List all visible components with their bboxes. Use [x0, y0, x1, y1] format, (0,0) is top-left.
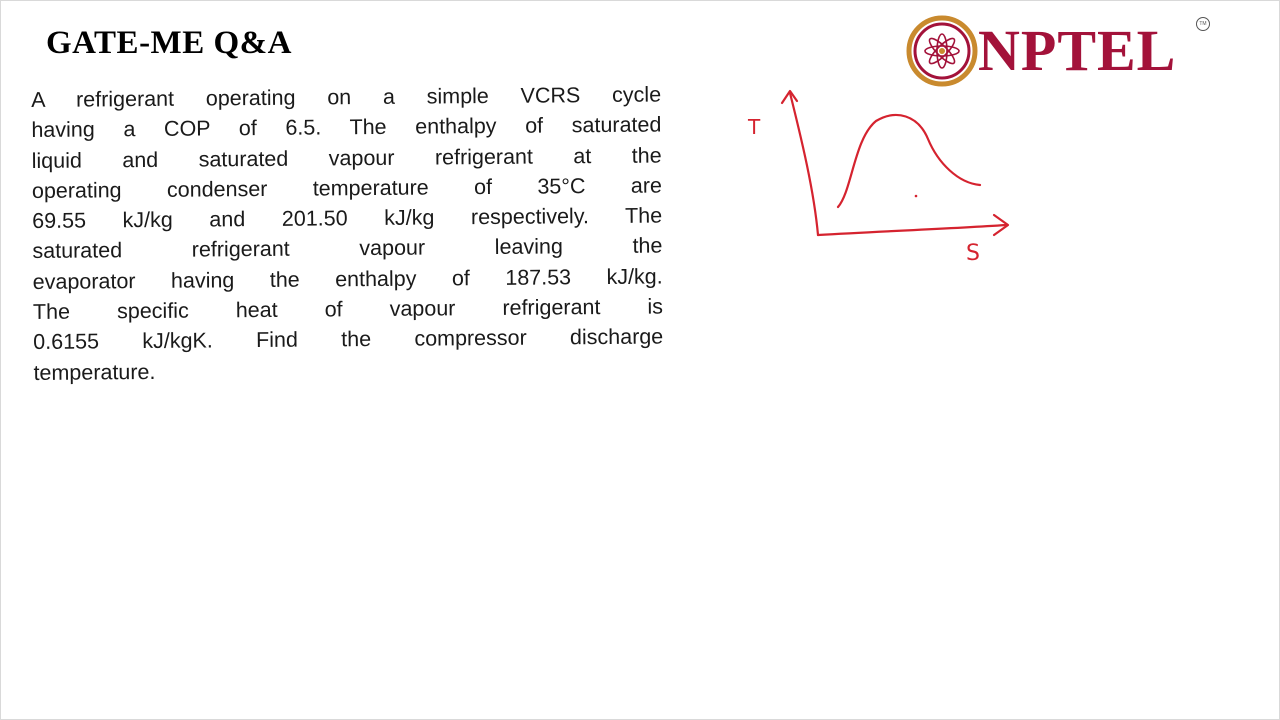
question-line: 0.6155 kJ/kgK. Find the compressor discharge [33, 324, 664, 355]
x-axis-label: S [966, 241, 980, 266]
slide-title: GATE-ME Q&A [46, 25, 292, 61]
logo-text: NPTEL [978, 18, 1177, 83]
question-line: saturated refrigerant vapour leaving the [32, 233, 663, 264]
question-line: A refrigerant operating on a simple VCRS cycle [31, 82, 662, 112]
question-line: having a COP of 6.5. The enthalpy of saturated [31, 112, 662, 143]
question-line: evaporator having the enthalpy of 187.53 kJ/kg. [32, 264, 663, 294]
y-axis-label: T [748, 115, 761, 139]
y-axis-line [790, 93, 818, 235]
saturation-dome-curve [838, 115, 980, 207]
question-line: operating condenser temperature of 35°C are [31, 173, 663, 203]
y-axis-arrowhead [782, 91, 797, 103]
trademark-mark: TM [1196, 17, 1210, 31]
question-line: 69.55 kJ/kg and 201.50 kJ/kg respectively. The [32, 203, 663, 234]
question-line: The specific heat of vapour refrigerant is [32, 294, 664, 325]
x-axis-line [818, 225, 1006, 235]
question-line: temperature. [33, 359, 156, 385]
question-text [31, 80, 664, 388]
nptel-logo [906, 15, 1216, 87]
pencil-dot [915, 195, 918, 198]
ts-diagram-sketch [736, 81, 1026, 271]
question-line: liquid and saturated vapour refrigerant at the [31, 143, 662, 173]
nptel-emblem-icon [906, 15, 978, 87]
